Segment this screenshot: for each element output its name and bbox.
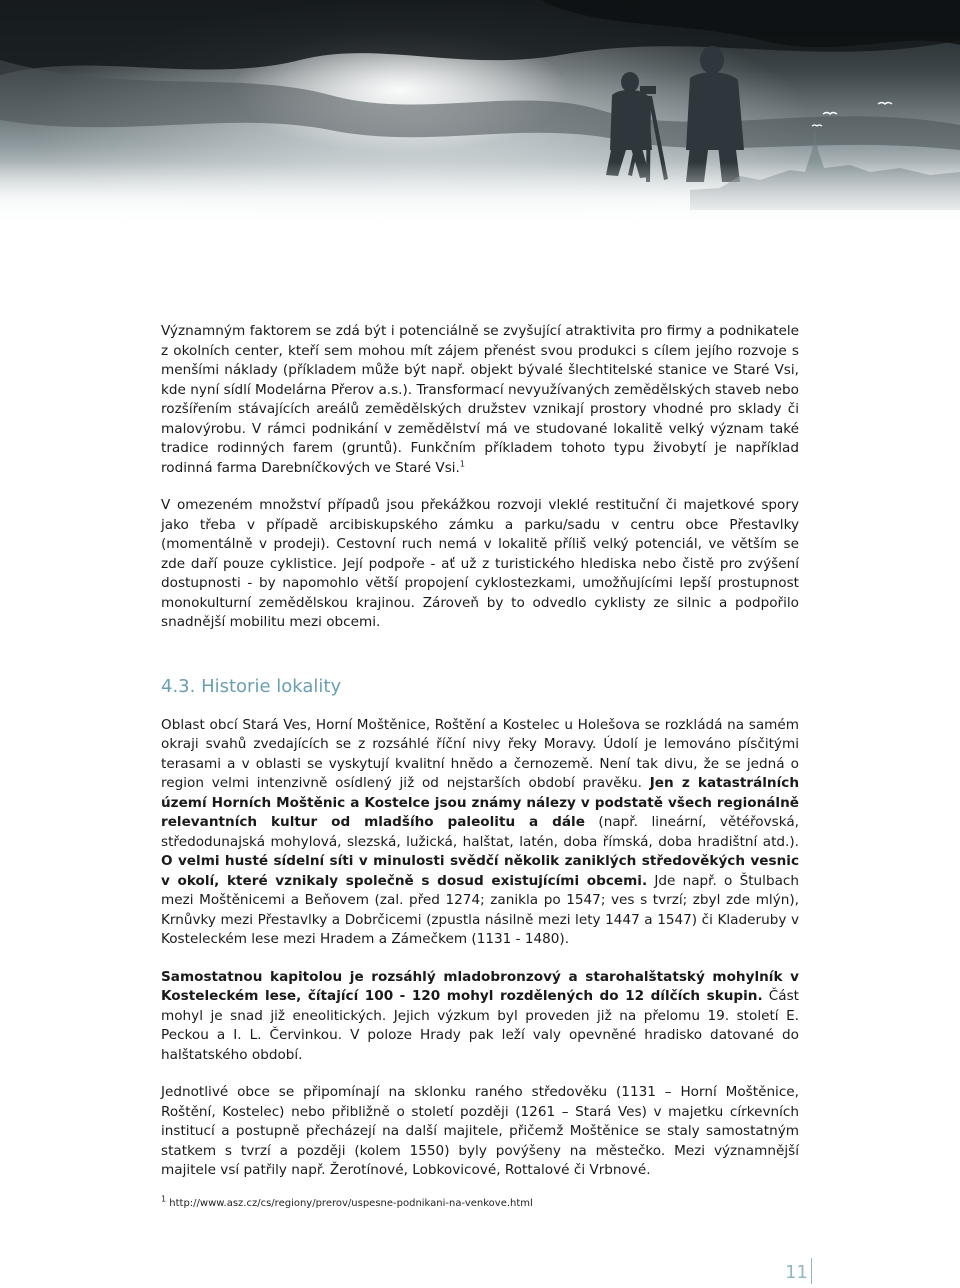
paragraph-history-settlement: Oblast obcí Stará Ves, Horní Moštěnice, Roštění a Kostelec u Holešova se rozkládá na samém okraji svahů zvedajících se z rozsáhlé říční nivy řeky Moravy. Údolí je lemováno písčitými terasami a v oblasti se vyskytují kvalitní hnědo a černozemě. Není tak divu, že se jedná o region velmi intenzivně osídlený již od nejstarších období pravěku. Jen z katastrálních území Horních Moštěnic a Kostelce jsou známy nálezy v podstatě všech regionálně relevantních kultur od mladšího paleolitu a dále (např. lineární, větéřovská, středodunajská mohylová, slezská, lužická, halštat, latén, doba římská, doba hradištní atd.). O velmi husté sídelní síti v minulosti svědčí několik zaniklých středověkých vesnic v okolí, které vznikaly společně s dosud existujícími obcemi. Jde např. o Štulbach mezi Moštěnicemi a Beňovem (zal. před 1274; zanikla po 1547; ves s tvrzí; zbyl zde mlýn), Krnůvky mezi Přestavlky a Dobrčicemi (zpustla násilně mezi lety 1447 a 1547) či Kladeruby v Kosteleckém lese mezi Hradem a Zámečkem (1131 - 1480).	[161, 716, 800, 947]
main-text	[161, 322, 799, 1181]
paragraph-business-attractiveness: Významným faktorem se zdá být i potenciálně se zvyšující atraktivita pro firmy a podnikatele z okolních center, kteří sem mohou mít zájem přenést svou produkci s cílem jejího rozvoje s menšími náklady (příkladem může být např. objekt bývalé šlechtitelské stanice ve Staré Vsi, kde nyní sídlí Modelárna Přerov a.s.). Transformací nevyužívaných zemědělských staveb nebo rozšířením stávajících areálů zemědělských družstev vznikají prostory vhodné pro sklady či malovýrobu. V rámci podnikání v zemědělství má ve studované lokalitě velký význam také tradice rodinných farem (gruntů). Funkčním příkladem tohoto typu živobytí je například rodinná farma Darebníčkových ve Staré Vsi.$^1$	[161, 323, 799, 476]
footnote-link[interactable]: http://www.asz.cz/cs/regiony/prerov/uspesne-podnikani-na-venkove.html	[169, 1198, 533, 1209]
page-number-divider	[811, 1258, 812, 1284]
header-photo	[0, 0, 960, 232]
page-number: 11	[785, 1262, 808, 1283]
bird-2	[878, 103, 892, 105]
footnote-ref: 1	[459, 458, 465, 468]
footnote-number: 1	[161, 1194, 167, 1204]
bird-1	[823, 113, 837, 115]
paragraph-burial-mounds: Samostatnou kapitolou je rozsáhlý mladobronzový a starohalštatský mohylník v Kosteleckém lese, čítající 100 - 120 mohyl rozdělených do 12 dílčích skupin. Část mohyl je snad již eneolitických. Jejich výzkum byl proveden již na přelomu 19. století E. Peckou a I. L. Červinkou. V poloze Hrady pak leží valy opevněné hradisko datované do halštatského období.	[161, 968, 800, 1063]
section-heading: 4.3. Historie lokality	[161, 675, 342, 697]
footnote	[161, 1194, 533, 1209]
paragraph-development-obstacles: V omezeném množství případů jsou překážkou rozvoji vleklé restituční či majetkové spory jako třeba v případě arcibiskupského zámku a parku/sadu v centru obce Přestavlky (momentálně v prodeji). Cestovní ruch nemá v lokalitě příliš velký potenciál, ve větším se zde daří pouze cyklistice. Její podpoře - ať už z turistického hlediska nebo čistě pro zvýšení dostupnosti - by napomohlo větší propojení cyklostezkami, umožňujícími lepší prostupnost monokulturní zemědělskou krajinou. Zároveň by to odvedlo cyklisty ze silnic a podpořilo snadnější mobilitu mezi obcemi.	[161, 497, 799, 630]
paragraph-medieval-owners: Jednotlivé obce se připomínají na sklonku raného středověku (1131 – Horní Moštěnice, Roštění, Kostelec) nebo přibližně o století později (1261 – Stará Ves) v majetku církevních institucí a postupně přecházejí na další majitele, přičemž Moštěnice se staly samostatným statkem s tvrzí a později (kolem 1550) byly povýšeny na městečko. Mezi významnější majitele vsí patřily např. Žerotínové, Lobkovicové, Rottalové či Vrbnové.	[161, 1084, 799, 1178]
